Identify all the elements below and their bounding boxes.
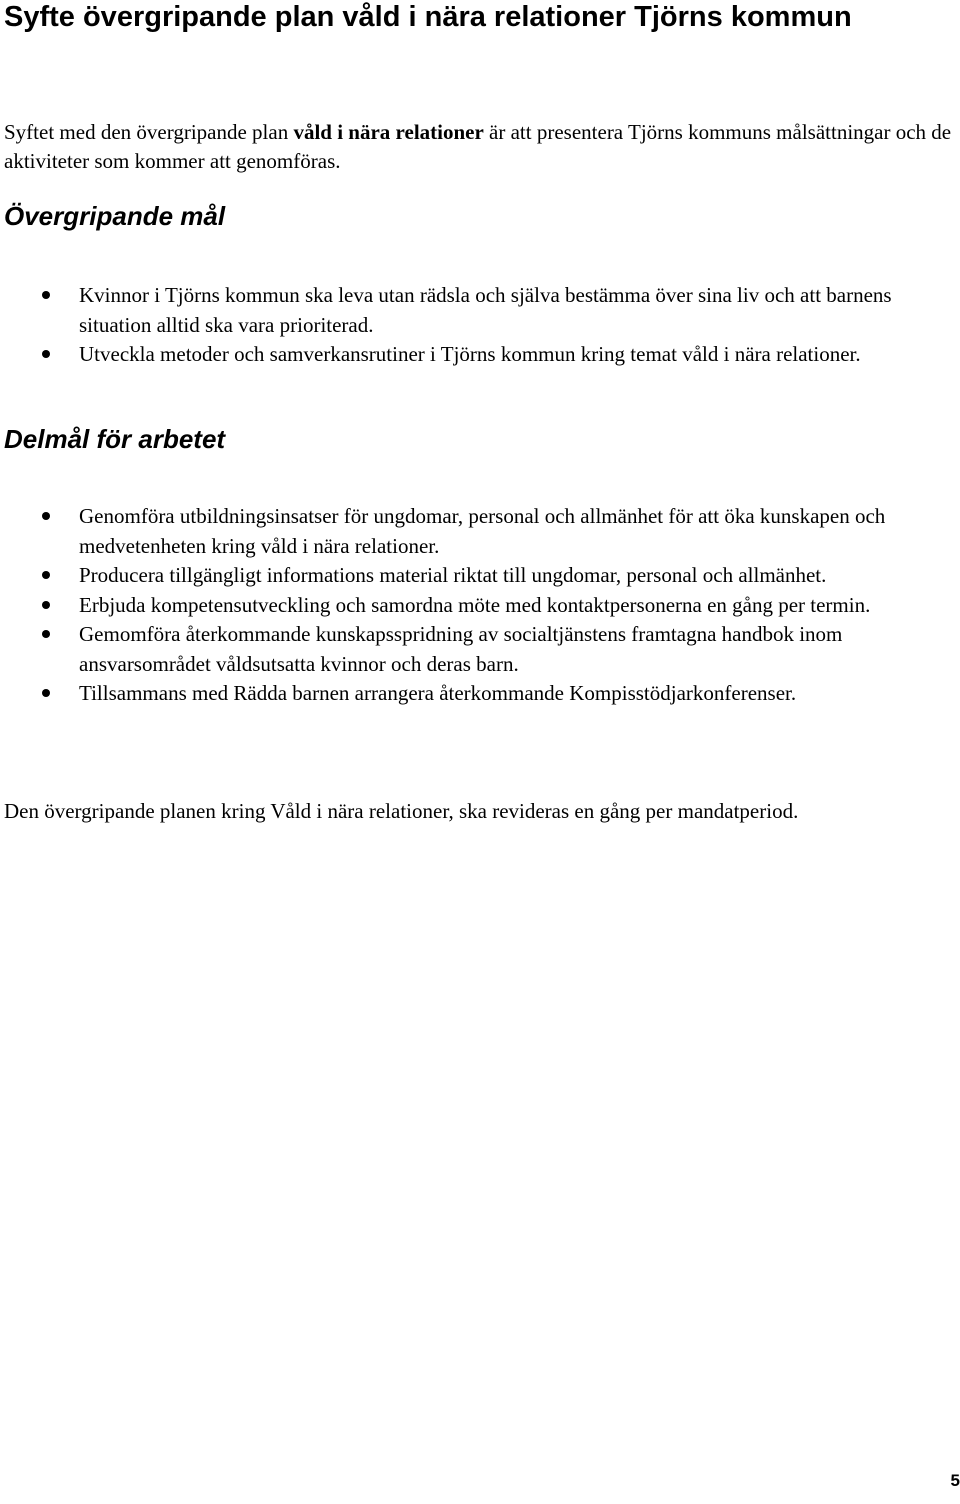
bullet-icon	[42, 601, 50, 609]
list-item-text: Utveckla metoder och samverkansrutiner i Tjörns kommun kring temat våld i nära relationer.	[79, 342, 861, 366]
list-item	[0, 281, 954, 340]
page-number: 5	[950, 1471, 960, 1490]
list-item	[0, 561, 954, 591]
bullet-icon	[42, 630, 50, 638]
section-heading-overall-goals: Övergripande mål	[4, 201, 226, 231]
list-item-text: Tillsammans med Rädda barnen arrangera återkommande Kompisstödjarkonferenser.	[79, 681, 797, 705]
bullet-icon	[42, 689, 50, 697]
list-item	[0, 591, 954, 621]
subgoals-list	[0, 502, 954, 709]
list-item-text: Gemomföra återkommande kunskapsspridning av socialtjänstens framtagna handbok inom ansvarsområdet våldsutsatta kvinnor och deras barn.	[79, 622, 843, 676]
closing-paragraph: Den övergripande planen kring Våld i nära relationer, ska revideras en gång per mandatperiod.	[4, 799, 799, 823]
list-item-text: Kvinnor i Tjörns kommun ska leva utan rädsla och själva bestämma över sina liv och att barnens situation alltid ska vara prioriterad.	[79, 283, 892, 337]
section-heading-subgoals: Delmål för arbetet	[4, 424, 226, 454]
intro-bold-phrase: våld i nära relationer	[293, 120, 484, 144]
list-item	[0, 679, 954, 709]
bullet-icon	[42, 291, 50, 299]
intro-text-start: Syftet med den övergripande plan	[4, 120, 294, 144]
list-item	[0, 340, 954, 370]
list-item	[0, 620, 954, 679]
document-title: Syfte övergripande plan våld i nära relationer Tjörns kommun	[4, 1, 852, 33]
list-item	[0, 502, 954, 561]
bullet-icon	[42, 571, 50, 579]
overall-goals-list	[0, 281, 954, 370]
list-item-text: Genomföra utbildningsinsatser för ungdomar, personal och allmänhet för att öka kunskapen och medvetenheten kring våld i nära relationer.	[79, 504, 886, 558]
bullet-icon	[42, 512, 50, 520]
list-item-text: Producera tillgängligt informations material riktat till ungdomar, personal och allmänhet.	[79, 563, 827, 587]
list-item-text: Erbjuda kompetensutveckling och samordna möte med kontaktpersonerna en gång per termin.	[79, 592, 871, 617]
intro-paragraph	[4, 118, 954, 176]
bullet-icon	[42, 350, 50, 358]
intro-text-end: är att presentera Tjörns kommuns målsättningar och de aktiviteter som kommer att genomföras.	[4, 120, 952, 173]
